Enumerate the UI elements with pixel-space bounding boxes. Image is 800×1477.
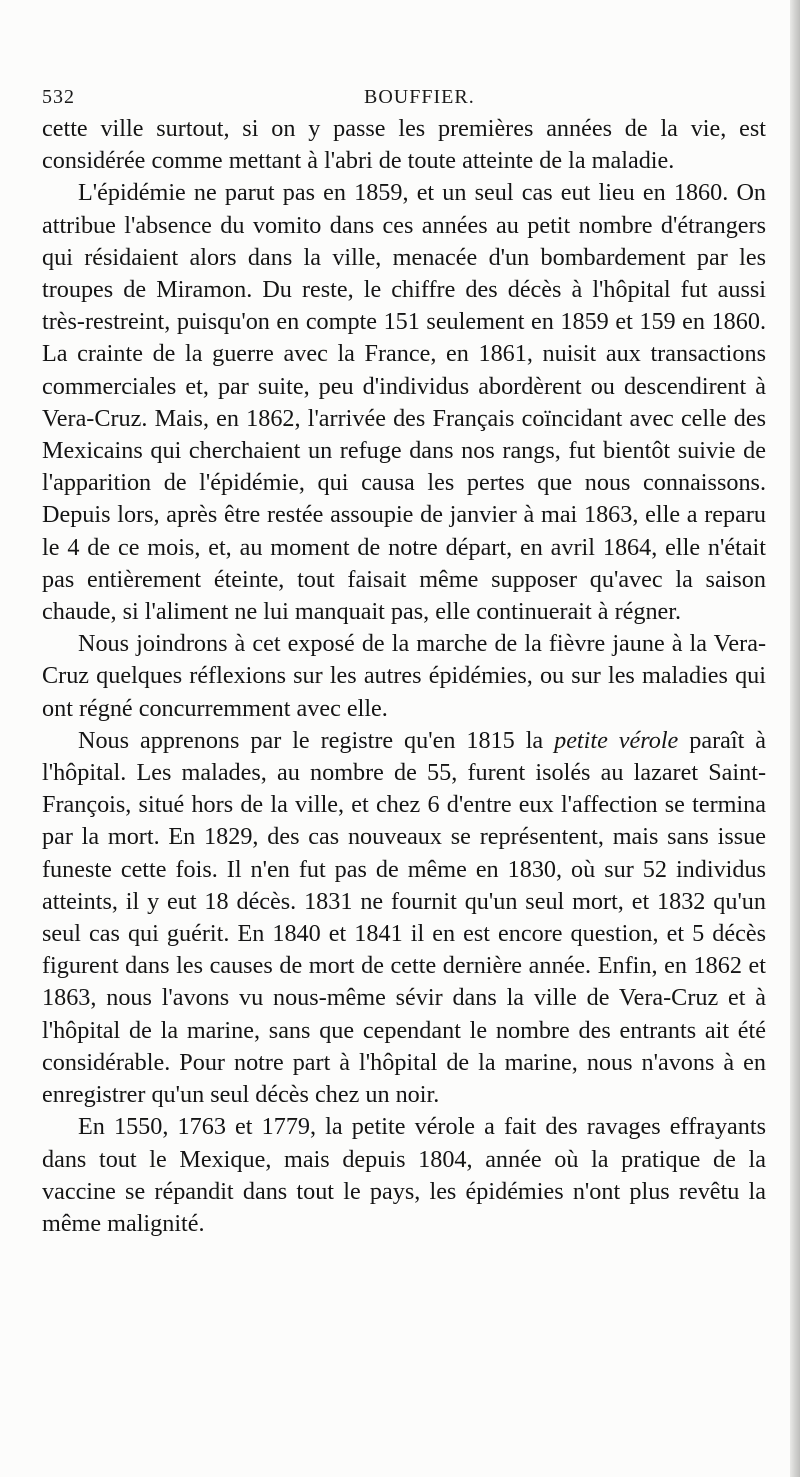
- paragraph-continuation: cette ville surtout, si on y passe les premières années de la vie, est considérée comme mettant à l'abri de toute atteinte de la maladie.: [42, 115, 766, 175]
- body-text: [42, 113, 766, 1240]
- running-head-author: BOUFFIER.: [364, 86, 475, 108]
- paragraph-epidemie: L'épidémie ne parut pas en 1859, et un seul cas eut lieu en 1860. On attribue l'absence du vomito dans ces années au petit nombre d'étrangers qui résidaient alors dans la ville, menacée d'un bombardement par les troupes de Miramon. Du reste, le chiffre des décès à l'hôpital fut aussi très-restreint, puisqu'on en compte 151 seulement en 1859 et 159 en 1860. La crainte de la guerre avec la France, en 1861, nuisit aux transactions commerciales et, par suite, peu d'individus abordèrent ou descendirent à Vera-Cruz. Mais, en 1862, l'arrivée des Français coïncidant avec celle des Mexicains qui cherchaient un refuge dans nos rangs, fut bientôt suivie de l'apparition de l'épidémie, qui causa les pertes que nous connaissons. Depuis lors, après être restée assoupie de janvier à mai 1863, elle a reparu le 4 de ce mois, et, au moment de notre départ, en avril 1864, elle n'était pas entièrement éteinte, tout faisait même supposer qu'avec la saison chaude, si l'aliment ne lui manquait pas, elle continuerait à régner.: [42, 179, 766, 626]
- running-header: [42, 86, 762, 116]
- paragraph-petite-verole: [42, 725, 766, 1111]
- paragraph-text-after: paraît à l'hôpital. Les malades, au nombre de 55, furent isolés au lazaret Saint-François, situé hors de la ville, et chez 6 d'entre eux l'affection se termina par la mort. En 1829, des cas nouveaux se représentent, mais sans issue funeste cette fois. Il n'en fut pas de même en 1830, où sur 52 individus atteints, il y eut 18 décès. 1831 ne fournit qu'un seul mort, et 1832 qu'un seul cas qui guérit. En 1840 et 1841 il en est encore question, et 5 décès figurent dans les causes de mort de cette dernière année. Enfin, en 1862 et 1863, nous l'avons vu nous-même sévir dans la ville de Vera-Cruz et à l'hôpital de la marine, sans que cependant le nombre des entrants ait été considérable. Pour notre part à l'hôpital de la marine, nous n'avons à en enregistrer qu'un seul décès chez un noir.: [42, 726, 766, 1109]
- page-edge-shadow: [790, 0, 800, 1477]
- paragraph-reflexions: Nous joindrons à cet exposé de la marche de la fièvre jaune à la Vera-Cruz quelques réflexions sur les autres épidémies, ou sur les maladies qui ont régné concurremment avec elle.: [42, 630, 766, 722]
- paragraph-vaccine: En 1550, 1763 et 1779, la petite vérole a fait des ravages effrayants dans tout le Mexique, mais depuis 1804, année où la pratique de la vaccine se répandit dans tout le pays, les épidémies n'ont plus revêtu la même malignité.: [42, 1113, 766, 1237]
- page-number: 532: [42, 86, 75, 108]
- paragraph-text-before: Nous apprenons par le registre qu'en 1815 la: [78, 726, 555, 754]
- italic-term: petite vérole: [554, 726, 679, 754]
